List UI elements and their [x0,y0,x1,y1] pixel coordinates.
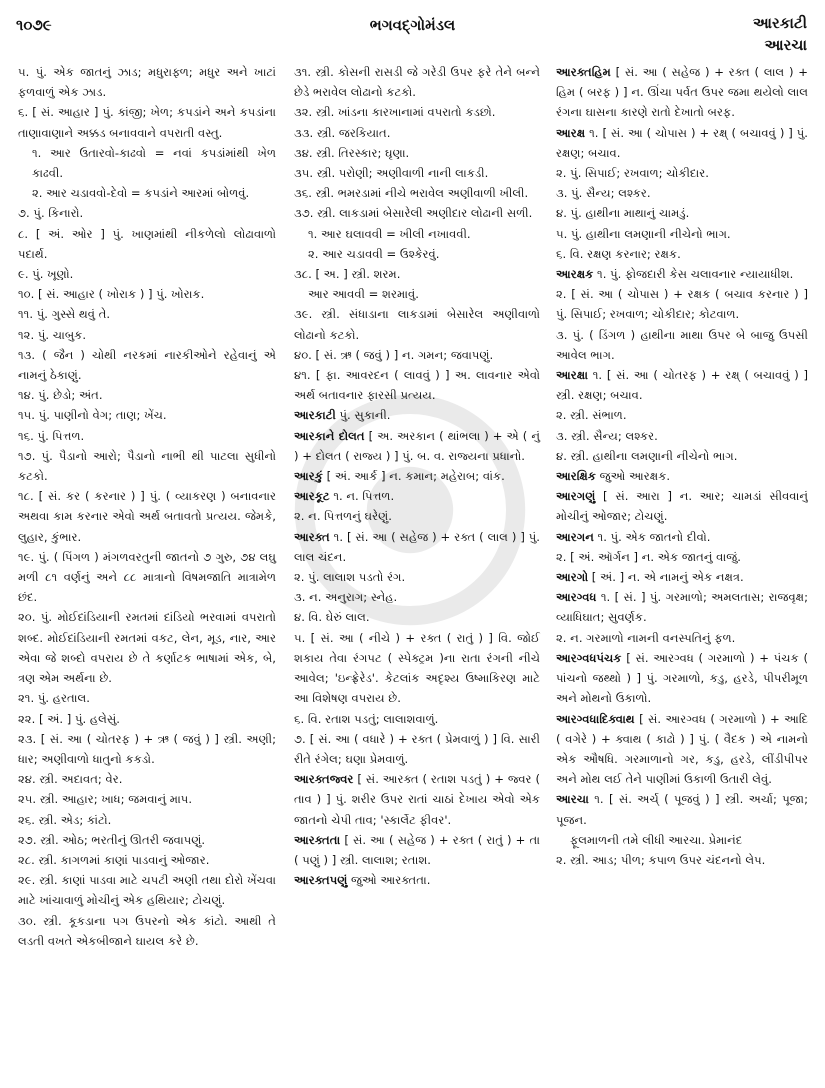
entry-text: ૨. આર ચડાવવી = ઉશ્કેરવું. [308,246,440,261]
entry-sense [18,385,276,405]
entry-sense [18,405,276,425]
headword: આરગ્વધપંચક [556,650,622,665]
entry-text: ૭. [ સં. આ ( વધારે ) + રક્ત ( પ્રેમવાળું ) ] વિ. સારી રીતે રંગેલ; ઘણા પ્રેમવાળું. [294,731,540,766]
dictionary-entry [556,123,808,163]
entry-text: ૨૫. સ્ત્રી. આહાર; ખાધ; જમવાનું માપ. [18,792,193,807]
entry-text: ૫. પું. એક જાતનું ઝાડ; મધુરાફ્ળ; મધુર અને ખાટાં ફળવાળું એક ઝાડ. [18,65,276,100]
headword: આરક્ત [294,529,330,544]
headword: આરક્ષક [556,267,594,282]
headword: આરક્તતા [294,832,341,847]
entry-text: ૨. સ્ત્રી. સંભાળ. [556,408,627,423]
entry-sense [294,163,540,183]
dictionary-entry [294,405,540,425]
entry-sense [18,547,276,608]
dictionary-entry [556,789,808,829]
dictionary-entry [556,709,808,790]
entry-text: [ સં. આરગ્વધ ( ગરમાળો ) + પંચક ( પાંચનો જથ્થો ) ] પું. ગરમાળો, કડુ, હરડે, પીપરીમૂળ અને મોથનો ઉકાળો. [556,650,808,706]
entry-text: ૩૨. સ્ત્રી. ખાંડના કારખાનામાં વપરાતો કડછો. [294,105,496,120]
dictionary-entry [556,62,808,123]
entry-sense [294,587,540,607]
entry-sense [18,102,276,142]
entry-text: ૧૩. ( જૈન ) ચોથી નરકમાં નારકીઓને રહેવાનું એ નામનું ઠેકાણું. [18,347,276,383]
entry-text: ૧૨. પું. ચાબુક. [18,327,87,342]
entry-sense [18,304,276,324]
entry-sense [294,709,540,729]
entry-text: ૪. પું. હાથીના માથાનું ચામડું. [556,206,690,221]
entry-sense [18,183,276,203]
column-3 [548,62,808,1082]
entry-text: ૬. વિ. રક્ષણ કરનાર; રક્ષક. [556,246,681,261]
entry-text: ૨. પું. સિપાઈ; રખવાળ; ચોકીદાર. [556,166,709,181]
entry-sense [294,143,540,163]
entry-text: ૧. [ સં. ] પું. ગરમાળો; અમલતાસ; રાજવૃક્ષ; વ્યાધિઘાત; સુવર્ણક. [556,590,808,625]
guide-word-top: આરકાટી [752,14,807,32]
entry-text: ૪૦. [ સં. ઋ ( જવું ) ] ન. ગમન; જવાપણું. [294,347,494,362]
entry-sense [294,567,540,587]
entry-text: ૧૭. પું. પૈડાનો આરો; પૈડાનો નાભી થી પાટલા સુધીનો કટકો. [18,448,276,484]
entry-text: [ અં. આર્ક ] ન. કમાન; મહેરાબ; વાંક. [322,469,505,484]
entry-text: ૨૬. સ્ત્રી. એડ; કાંટો. [18,812,112,827]
entry-text: ૧૦. [ સં. આહાર ( ખોરાક ) ] પું. ખોરાક. [18,287,205,302]
headword: આરક્તપણું [294,873,348,888]
entry-text: ૨. [ અં. ઑર્ગન ] ન. એક જાતનું વાજું. [556,549,741,564]
entry-text: ૩૫. સ્ત્રી. પરોણી; અણીવાળી નાની લાકડી. [294,166,489,181]
headword: આરગ્વધાદિક્વાથ [556,711,635,726]
entry-text: ૨૮. સ્ત્રી. કાગળમાં કાણાં પાડવાનું ઓજાર. [18,852,210,867]
entry-text: ૩૯. સ્ત્રી. સંધાડાના લાકડામાં બેસારેલ અણીવાળો લોઢાનો કટકો. [294,307,540,342]
entry-sense [556,446,808,466]
entry-sense [18,709,276,729]
headword: આરક્તજ્વર [294,772,354,787]
entry-text: ૩૦. સ્ત્રી. કૂકડાના પગ ઉપરનો એક કાંટો. આથી તે લડતી વખતે એકબીજાને ઘાયલ કરે છે. [18,913,276,948]
guide-word-bottom: આરચા [764,36,807,54]
entry-sense [294,244,540,264]
entry-text: ૭. પું. કિનારો. [18,206,84,221]
entry-sense [294,203,540,223]
entry-text: ૧. પું. એક જાતનો દીવો. [593,529,711,544]
headword: આરચા [556,792,589,807]
dictionary-entry [556,527,808,547]
entry-text: ૬. વિ. રતાશ પડતું; લાલાશવાળું. [294,711,439,726]
page-header [0,0,825,62]
entry-sense [18,143,276,183]
entry-sense [294,628,540,709]
entry-text: ૮. [ અં. ઓર ] પું. ખાણમાંથી નીકળેલો લોઢાવાળો પદાર્થ. [18,226,276,261]
entry-sense [18,789,276,809]
entry-sense [18,224,276,264]
entry-sense [294,345,540,365]
entry-text: ૧૬. પું. પિત્તળ. [18,428,85,443]
headword: આરગ્વધ [556,590,597,605]
entry-text: જુઓ આરક્તતા. [347,873,431,888]
headword: આરકૂટ [294,489,330,504]
entry-text: પું. સુકાની. [335,408,391,423]
entry-sense [18,607,276,688]
entry-text: ૧. [ સં. આ ( સહેજ ) + રક્ત ( લાલ ) ] પું. લાલ ચંદન. [294,529,540,564]
entry-text: [ અં. ] ન. એ નામનું એક નક્ષત્ર. [588,570,744,585]
entry-text: ૨૯. સ્ત્રી. કાણાં પાડવા માટે ચપટી અણી તથા દોરો ખેંચવા માટે ખાંચાવાળું મોચીનું એક હથિયાર; ટોચણું. [18,873,276,908]
entry-text: ૯. પું. ખૂણો. [18,267,74,282]
column-1 [18,62,286,1082]
dictionary-entry [294,870,540,890]
entry-text: [ સં. આરક્ત ( રતાશ પડતું ) + જ્વર ( તાવ ) ] પું. શરીર ઉપર રાતાં ચાઠાં દેખાય એવો એક જાતનો ચેપી તાવ; 'સ્કાર્લેટ ફીવર'. [294,772,540,827]
dictionary-entry [556,264,808,284]
entry-text: ૨૭. સ્ત્રી. ઓઠ; ભરતીનું ઊતરી જવાપણું. [18,832,206,847]
entry-text: ૩. પું. ( ડિંગળ ) હાથીના માથા ઉપર બે બાજુ ઉપસી આવેલ ભાગ. [556,327,808,362]
entry-text: ૩૪. સ્ત્રી. તિરસ્કાર; ઘૃણા. [294,145,410,160]
entry-text: ૧. [ સં. આ ( ચોતરફ ) + રક્ષ્ ( બચાવવું ) ] સ્ત્રી. રક્ષણ; બચાવ. [556,368,808,403]
entry-text: ૨. આર ચડાવવો-દેવો = કપડાંને આરમાં બોળવું. [32,186,250,201]
entry-sense [294,729,540,769]
entry-sense [18,203,276,223]
entry-text: જુઓ આરક્ષક. [595,469,671,484]
entry-text: ૩. સ્ત્રી. સૈન્ય; લશ્કર. [556,428,658,443]
column-2 [286,62,548,1082]
running-title: ભગવદ્ગોમંડલ [369,16,456,34]
entry-text: [ સં. આ ( સહેજ ) + રક્ત ( રાતું ) + તા ( પણું ) ] સ્ત્રી. લાલાશ; રતાશ. [294,832,540,867]
entry-sense [18,325,276,345]
entry-text: ૩૭. સ્ત્રી. લાકડામાં બેસારેલી અણીદાર લોઢાની સળી. [294,206,533,221]
entry-text: ૪. વિ. ઘેરું લાલ. [294,610,370,625]
dictionary-entry [294,527,540,567]
entry-sense [294,102,540,122]
entry-sense [294,264,540,284]
entry-text: ૧૧. પું. ગુસ્સે થવું તે. [18,307,111,322]
dictionary-entry [294,769,540,830]
entry-text: ૨૩. [ સં. આ ( ચોતરફ ) + ઋ ( જવું ) ] સ્ત્રી. અણી; ધાર; અણીવાળો ધાતુનો કકડો. [18,731,276,766]
entry-sense [556,203,808,223]
entry-sense [18,264,276,284]
entry-text: ૧. ન. પિત્તળ. [329,489,395,504]
entry-sense [18,769,276,789]
entry-sense [294,365,540,405]
entry-text: ૩. ન. અનુરાગ; સ્નેહ. [294,590,398,605]
entry-text: ૩. પું. સૈન્ય; લશ્કર. [556,186,651,201]
entry-text: ૩૮. [ અ. ] સ્ત્રી. શરમ. [294,267,401,282]
entry-sense [556,830,808,850]
entry-text: ૬. [ સં. આહાર ] પું. કાંજી; ખેળ; કપડાંને અને કપડાંના તાણાવાણાને અક્કડ બનાવવાને વપરાતી વસ્તુ. [18,105,276,140]
entry-sense [294,284,540,304]
headword: આરકાટી [294,408,336,423]
headword: આરક્ષા [556,368,588,383]
headword: આરગણું [556,489,596,504]
headword: આરક્ષ [556,125,586,140]
dictionary-entry [294,426,540,466]
dictionary-columns [18,62,811,1082]
entry-text: ૩૩. સ્ત્રી. જરકિયાત. [294,125,391,140]
entry-text: ૪. સ્ત્રી. હાથીના લમણાની નીચેનો ભાગ. [556,448,738,463]
entry-text: [ સં. આરા ] ન. આર; ચામડાં સીવવાનું મોચીનું ઓજાર; ટોચણું. [556,489,808,524]
entry-text: ૪૧. [ ફા. આવરદન ( લાવવું ) ] અ. લાવનાર એવો અર્થ બતાવનાર ફારસી પ્રત્યય. [294,368,540,403]
entry-text: ૨૦. પું. મોઈદાંડિયાની રમતમાં દાંડિયો ભરવામાં વપરાતો શબ્દ. મોઈદાંડિયાની રમતમાં વકટ, લેન, મૂડ, નાર, આર એવા જે શબ્દો વપરાય છે તે કર્ણાટક ભાષામાં એક, બે, ત્રણ એમ અર્થના છે. [18,610,276,686]
entry-sense [294,123,540,143]
entry-sense [556,163,808,183]
entry-sense [18,810,276,830]
entry-sense [18,426,276,446]
entry-text: ૨. ન. પિત્તળનું ઘરેણું. [294,509,392,524]
entry-text: ૧. [ સં. અર્ચ્ ( પૂજવું ) ] સ્ત્રી. અર્ચા; પૂજા; પૂજન. [556,792,808,827]
entry-text: ૨૧. પું. હરતાલ. [18,691,90,706]
entry-text: ૧. [ સં. આ ( ચોપાસ ) + રક્ષ્ ( બચાવવું ) ] પું. રક્ષણ; બચાવ. [556,125,808,160]
entry-sense [294,183,540,203]
entry-sense [294,304,540,344]
dictionary-entry [556,466,808,486]
entry-text: [ સં. આરગ્વધ ( ગરમાળો ) + આદિ ( વગેરે ) + ક્વાથ ( કાઢો ) ] પું. ( વૈદક ) એ નામનો એક ઔષધિ. ગરમાળાનો ગર, કડુ, હરડે, લીંડીપીપર અને મોથ લઈ તેને પાણીમાં ઉકાળી ઉતારી લેવું. [556,711,808,787]
entry-text: ૧૪. પું. છેડો; અંત. [18,388,103,403]
dictionary-entry [556,567,808,587]
dictionary-entry [556,486,808,526]
entry-sense [556,224,808,244]
dictionary-entry [556,648,808,709]
entry-sense [556,850,808,870]
entry-sense [556,405,808,425]
entry-sense [18,284,276,304]
entry-sense [18,850,276,870]
entry-sense [18,830,276,850]
entry-sense [294,62,540,102]
entry-text: ૧. આર ઘલાવવી = ખીલી નખાવવી. [308,226,471,241]
entry-text: આર આવવી = શરમાવું. [308,287,419,302]
entry-text: ૧૮. [ સં. કર ( કરનાર ) ] પું. ( વ્યાકરણ ) બનાવનાર અથવા કામ કરનાર એવો અર્થ બતાવતો પ્રત્યય. જેમકે, લુહાર, કુંભાર. [18,489,276,544]
entry-text: ૨. પું. લાલાશ પડતો રંગ. [294,570,406,585]
entry-text: ૨. સ્ત્રી. આડ; પીળ; કપાળ ઉપર ચંદનનો લેપ. [556,852,766,867]
entry-sense [556,628,808,648]
entry-sense [18,345,276,385]
entry-sense [18,870,276,910]
dictionary-entry [556,587,808,627]
dictionary-entry [294,466,540,486]
entry-sense [18,62,276,102]
entry-text: ૨. ન. ગરમાળો નામની વનસ્પતિનું ફળ. [556,630,736,645]
headword: આરગન [556,529,594,544]
entry-sense [18,446,276,486]
entry-text: ૨૪. સ્ત્રી. અદાવત; વેર. [18,772,123,787]
entry-sense [18,729,276,769]
entry-sense [556,426,808,446]
entry-text: [ સં. આ ( સહેજ ) + રક્ત ( લાલ ) + હિમ ( બરફ ) ] ન. ઊંચા પર્વત ઉપર જમા થયેલો લાલ રંગના ઘાસના કારણે રાતો દેખાતો બરફ. [556,65,808,120]
entry-sense [556,244,808,264]
entry-text: ફૂલમાળની તમે લીધી આરચા. પ્રેમાનંદ [570,832,743,847]
entry-text: ૧. આર ઉતારવો-કાઢવો = નવાં કપડાંમાંથી ખેળ કાઢવી. [32,145,276,181]
headword: આરકાને દોલત [294,428,365,443]
entry-sense [294,506,540,526]
entry-text: ૩૬. સ્ત્રી. ભમરડામાં નીચે ભરાવેલ અણીવાળી ખીલી. [294,186,529,201]
entry-sense [294,607,540,627]
entry-text: ૧૯. પું. ( પિંગળ ) મંગળવરતુની જાતનો ૭ ગુરુ, ૭૪ લઘુ મળી ૮૧ વર્ણનું અને ૮૮ માત્રાનો વિષમજાતિ માત્રામેળ છંદ. [18,549,276,605]
entry-text: ૧. પું. ફોજદારી કેસ ચલાવનાર ન્યાયાધીશ. [593,267,794,282]
entry-text: ૧૫. પું. પાણીનો વેગ; તાણ; ખેંચ. [18,408,167,423]
page-number: ૧૦૭૯ [16,16,52,34]
entry-text: ૩૧. સ્ત્રી. કોસની રાસડી જે ગરેડી ઉપર ફરે તેને બન્ને છેડે ભરાવેલ લોઢાનો કટકો. [294,65,540,100]
dictionary-entry [294,830,540,870]
entry-sense [294,224,540,244]
headword: આરગો [556,570,589,585]
dictionary-entry [294,486,540,506]
entry-sense [556,547,808,567]
entry-text: ૨૨. [ અં. ] પું. હલેસું. [18,711,120,726]
entry-text: ૫. પું. હાથીના લમણાની નીચેનો ભાગ. [556,226,731,241]
headword: આરકું [294,469,323,484]
headword: આરક્તહિમ [556,65,611,79]
entry-text: [ અ. અરકાન ( થાંભલા ) + એ ( નું ) + દોલત ( રાજ્ય ) ] પું. બ. વ. રાજ્યના પ્રધાનો. [294,428,540,463]
entry-sense [556,284,808,324]
entry-sense [18,486,276,547]
entry-sense [556,183,808,203]
entry-sense [18,911,276,951]
entry-text: ૨. [ સં. આ ( ચોપાસ ) + રક્ષક ( બચાવ કરનાર ) ] પું. સિપાઈ; રખવાળ; ચોકીદાર; કોટવાળ. [556,287,808,322]
entry-text: ૫. [ સં. આ ( નીચે ) + રક્ત ( રાતું ) ] વિ. જોઈ શકાય તેવા રંગપટ ( સ્પેક્ટ્રમ )ના રાતા રંગની નીચે આવેલ; 'ઇન્ફ્રેરેડ'. કેટલાંક અદૃશ્ય ઉષ્માકિરણ માટે આ વિશેષણ વપરાય છે. [294,630,540,706]
entry-sense [18,688,276,708]
entry-sense [556,325,808,365]
dictionary-entry [556,365,808,405]
headword: આરક્ષિક [556,469,596,484]
